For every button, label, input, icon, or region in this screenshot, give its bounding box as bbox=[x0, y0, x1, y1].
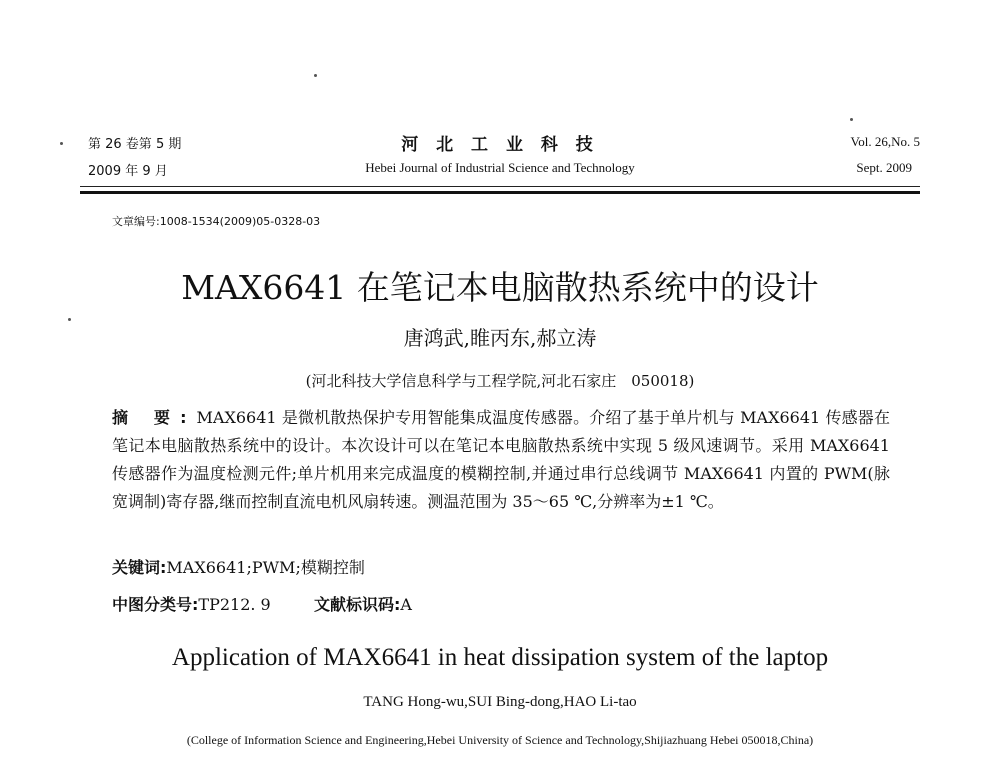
affiliation-cn: (河北科技大学信息科学与工程学院,河北石家庄 050018) bbox=[305, 372, 695, 390]
volume-issue-cn: 第 26 卷第 5 期 bbox=[88, 137, 182, 152]
clc-label: 中图分类号: bbox=[112, 595, 199, 614]
keywords-label: 关键词: bbox=[112, 558, 167, 577]
volume-issue-en: Vol. 26,No. 5 bbox=[850, 134, 920, 149]
header-rule-thick bbox=[80, 191, 920, 194]
article-id: 文章编号:1008-1534(2009)05-0328-03 bbox=[112, 215, 321, 228]
affiliation-en: (College of Information Science and Engineering,Hebei University of Science and Technology,Shijiazhuang Hebei 050018,China) bbox=[186, 733, 814, 747]
paper-title-en: Application of MAX6641 in heat dissipation system of the laptop bbox=[171, 644, 829, 671]
abstract-text: MAX6641 是微机散热保护专用智能集成温度传感器。介绍了基于单片机与 MAX6641 传感器在笔记本电脑散热系统中的设计。本次设计可以在笔记本电脑散热系统中实现 5 级风速调节。采用 MAX6641 传感器作为温度检测元件;单片机用来完成温度的模糊控制,并通过串行总线调节 MAX6641 内置的 PWM(脉宽调制)寄存器,继而控制直流电机风扇转速。测温范围为 35～65 ℃,分辨率为±1 ℃。 bbox=[112, 408, 890, 511]
journal-title-cn: 河 北 工 业 科 技 bbox=[401, 135, 599, 155]
clc-value: TP212. 9 bbox=[198, 595, 271, 614]
scan-speck bbox=[314, 74, 317, 77]
doc-label: 文献标识码: bbox=[314, 595, 401, 614]
journal-title-en: Hebei Journal of Industrial Science and Technology bbox=[365, 160, 635, 175]
scan-speck bbox=[850, 118, 853, 121]
scan-speck bbox=[68, 318, 71, 321]
date-en: Sept. 2009 bbox=[856, 160, 912, 175]
keywords bbox=[112, 555, 365, 578]
doc-value: A bbox=[400, 595, 412, 614]
keywords-text: MAX6641;PWM;模糊控制 bbox=[166, 558, 365, 577]
paper-title-cn: MAX6641 在笔记本电脑散热系统中的设计 bbox=[181, 268, 819, 307]
date-cn: 2009 年 9 月 bbox=[88, 164, 168, 179]
classification-clc bbox=[112, 592, 271, 615]
abstract bbox=[112, 404, 890, 516]
abstract-label: 摘 要: bbox=[112, 408, 197, 427]
authors-cn: 唐鸿武,睢丙东,郝立涛 bbox=[403, 326, 597, 350]
authors-en: TANG Hong-wu,SUI Bing-dong,HAO Li-tao bbox=[363, 694, 637, 710]
header-rule-thin bbox=[80, 186, 920, 187]
classification-doc bbox=[314, 592, 412, 615]
